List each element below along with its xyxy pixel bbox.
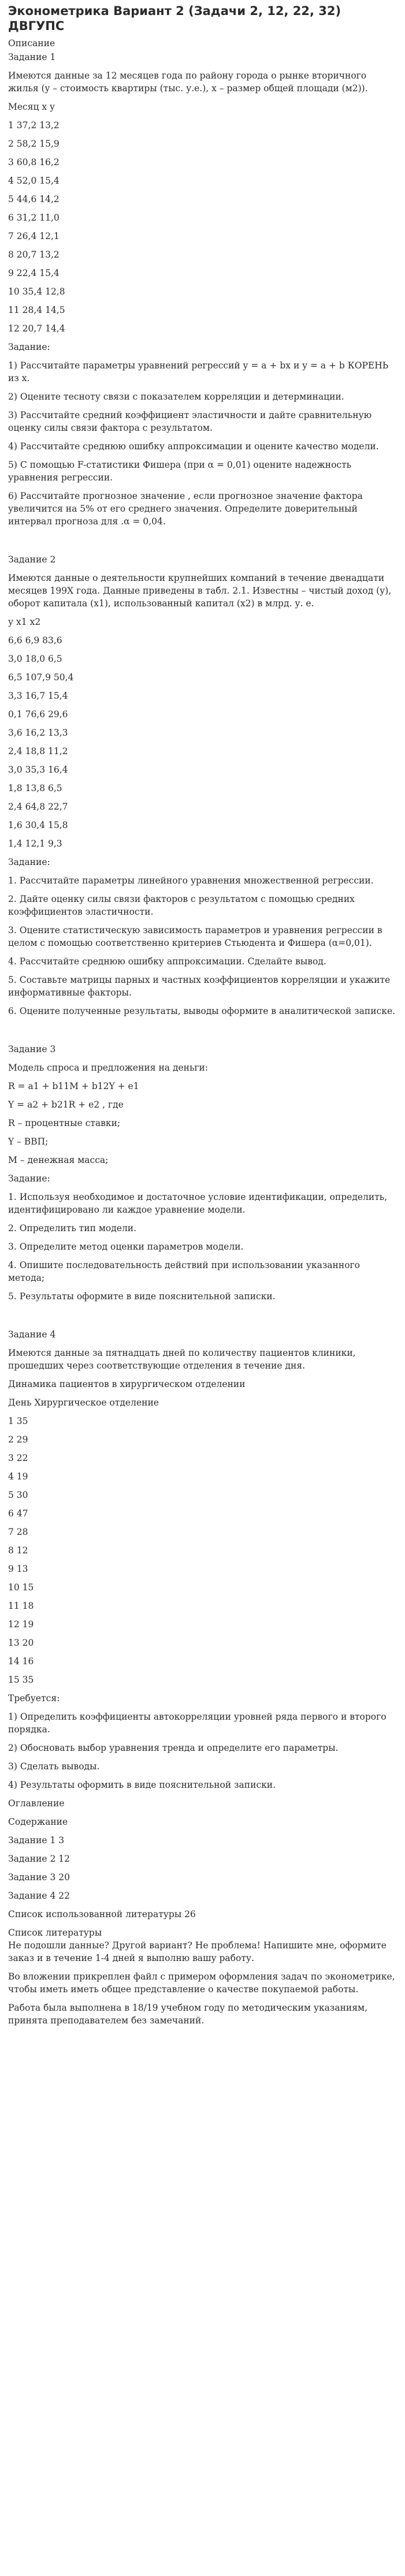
task-1-item-3: 3) Рассчитайте средний коэффициент эластичности и дайте сравнительную оценку силы связи фактора с результатом. bbox=[8, 410, 372, 433]
task-4-subtitle: Динамика пациентов в хирургическом отделении bbox=[8, 1379, 246, 1389]
task-1-row-3: 3 60,8 16,2 bbox=[8, 157, 60, 167]
task-2-items bbox=[8, 874, 397, 1017]
task-4-row-1: 1 35 bbox=[8, 1416, 28, 1426]
task-2-item-3: 3. Оцените статистическую зависимость параметров и уравнения регрессии в целом с помощью соответственно критериев Стьюдента и Фишера (α=0,01). bbox=[8, 925, 382, 948]
task-1-item-4: 4) Рассчитайте среднюю ошибку аппроксимации и оцените качество модели. bbox=[8, 441, 379, 452]
task-3-item-5: 5. Результаты оформите в виде пояснительной записки. bbox=[8, 1291, 276, 1302]
task-3-question-label: Задание: bbox=[8, 1173, 50, 1184]
task-3-items bbox=[8, 1191, 397, 1303]
task-1-item-5: 5) С помощью F-статистики Фишера (при α = 0,01) оцените надежность уравнения регрессии. bbox=[8, 460, 352, 483]
task-4-row-2: 2 29 bbox=[8, 1434, 28, 1445]
task-1-item-2: 2) Оцените тесноту связи с показателем корреляции и детерминации. bbox=[8, 392, 344, 402]
task-2-item-6: 6. Оцените полученные результаты, выводы оформите в аналитической записке. bbox=[8, 1006, 396, 1016]
task-1-section bbox=[8, 51, 397, 528]
task-1-row-8: 8 20,7 13,2 bbox=[8, 249, 60, 260]
task-1-row-10: 10 35,4 12,8 bbox=[8, 286, 65, 297]
task-2-table-header: у x1 x2 bbox=[8, 617, 41, 627]
task-1-items bbox=[8, 359, 397, 528]
toc-entrie-4: Задание 4 22 bbox=[8, 1891, 70, 1901]
task-2-row-8: 3,0 35,3 16,4 bbox=[8, 765, 68, 775]
task-3-item-1: 1. Используя необходимое и достаточное условие идентификации, определить, идентифицировано ли каждое уравнение модели. bbox=[8, 1192, 388, 1215]
task-3-heading: Задание 3 bbox=[8, 1044, 56, 1054]
task-4-row-11: 11 18 bbox=[8, 1601, 34, 1611]
task-1-item-6: 6) Рассчитайте прогнозное значение , если прогнозное значение фактора увеличится на 5% от его среднего значения. Определите доверительный интервал прогноза для .α = 0,04. bbox=[8, 491, 363, 527]
task-3-item-2: 2. Определить тип модели. bbox=[8, 1223, 137, 1233]
toc-entrie-5: Список использованной литературы 26 bbox=[8, 1909, 196, 1919]
task-4-row-3: 3 22 bbox=[8, 1453, 28, 1463]
task-3-formula-5: M – денежная масса; bbox=[8, 1155, 109, 1165]
task-3-item-4: 4. Опишите последовательность действий при использовании указанного метода; bbox=[8, 1260, 360, 1283]
task-1-row-4: 4 52,0 15,4 bbox=[8, 176, 60, 186]
task-4-row-4: 4 19 bbox=[8, 1471, 28, 1482]
task-2-row-2: 3,0 18,0 6,5 bbox=[8, 654, 62, 664]
task-2-item-2: 2. Дайте оценку силы связи факторов с результатом с помощью средних коэффициентов эластичности. bbox=[8, 894, 355, 917]
task-4-row-5: 5 30 bbox=[8, 1490, 28, 1500]
task-4-items bbox=[8, 1710, 397, 1791]
task-2-row-10: 2,4 64,8 22,7 bbox=[8, 801, 68, 812]
task-2-question-label: Задание: bbox=[8, 857, 50, 867]
task-4-item-3: 3) Сделать выводы. bbox=[8, 1761, 100, 1772]
task-2-row-12: 1,4 12,1 9,3 bbox=[8, 838, 62, 849]
page-title: Эконометрика Вариант 2 (Задачи 2, 12, 22, 32) ДВГУПС bbox=[8, 4, 341, 33]
task-4-row-8: 8 12 bbox=[8, 1545, 28, 1556]
task-2-row-3: 6,5 107,9 50,4 bbox=[8, 672, 74, 683]
footer-section bbox=[8, 1926, 397, 2027]
task-3-formula-3: R – процентные ставки; bbox=[8, 1118, 121, 1128]
task-4-intro: Имеются данные за пятнадцать дней по количеству пациентов клиники, прошедших через соответствующие отделения в течение дня. bbox=[8, 1348, 356, 1371]
task-2-row-1: 6,6 6,9 83,6 bbox=[8, 635, 62, 646]
task-2-row-7: 2,4 18,8 11,2 bbox=[8, 746, 68, 756]
task-2-section bbox=[8, 553, 397, 1017]
task-4-question-label: Требуется: bbox=[8, 1693, 60, 1703]
toc-entries bbox=[8, 1834, 397, 1921]
task-4-row-7: 7 28 bbox=[8, 1527, 28, 1537]
task-1-row-7: 7 26,4 12,1 bbox=[8, 231, 60, 241]
task-4-item-4: 4) Результаты оформить в виде пояснительной записки. bbox=[8, 1780, 276, 1790]
task-1-item-1: 1) Рассчитайте параметры уравнений регрессий y = a + bx и y = a + b КОРЕНЬ из x. bbox=[8, 360, 389, 383]
toc-section bbox=[8, 1797, 397, 1921]
toc-entrie-3: Задание 3 20 bbox=[8, 1872, 70, 1882]
task-2-item-5: 5. Составьте матрицы парных и частных коэффициентов корреляции и укажите информативные факторы. bbox=[8, 975, 391, 998]
task-3-formula-4: Y – ВВП; bbox=[8, 1136, 49, 1147]
task-1-rows bbox=[8, 119, 397, 335]
task-1-question-label: Задание: bbox=[8, 342, 50, 352]
description-label: Описание bbox=[8, 38, 55, 49]
task-2-row-4: 3,3 16,7 15,4 bbox=[8, 691, 68, 701]
completion-note: Работа была выполнена в 18/19 учебном году по методическим указаниям, принята преподавателем без замечаний. bbox=[8, 2003, 368, 2026]
document-page bbox=[0, 3, 405, 2037]
attachment-note: Во вложении прикреплен файл с примером оформления задач по эконометрике, чтобы иметь иметь общее представление о качестве покупаемой работы. bbox=[8, 1971, 395, 1995]
literature-label: Список литературы bbox=[8, 1928, 102, 1938]
toc-label: Оглавление bbox=[8, 1798, 65, 1809]
task-2-row-6: 3,6 16,2 13,3 bbox=[8, 728, 68, 738]
task-1-row-9: 9 22,4 15,4 bbox=[8, 268, 60, 278]
task-2-intro: Имеются данные о деятельности крупнейших компаний в течение двенадцати месяцев 199Х года. Данные приведены в табл. 2.1. Известны – чистый доход (у), оборот капитала (x1), использованный капитал (x2) в млрд. у. е. bbox=[8, 573, 392, 609]
task-3-formula-2: Y = a2 + b21R + e2 , где bbox=[8, 1099, 124, 1110]
task-4-row-14: 14 16 bbox=[8, 1656, 34, 1667]
task-3-section bbox=[8, 1043, 397, 1303]
task-2-row-5: 0,1 76,6 29,6 bbox=[8, 709, 68, 720]
task-4-item-1: 1) Определить коэффициенты автокорреляции уровней ряда первого и второго порядка. bbox=[8, 1712, 387, 1735]
task-1-row-2: 2 58,2 15,9 bbox=[8, 139, 60, 149]
task-1-heading: Задание 1 bbox=[8, 52, 56, 62]
task-4-row-10: 10 15 bbox=[8, 1582, 34, 1593]
task-2-row-9: 1,8 13,8 6,5 bbox=[8, 783, 62, 793]
task-3-item-3: 3. Определите метод оценки параметров модели. bbox=[8, 1242, 244, 1252]
task-1-row-1: 1 37,2 13,2 bbox=[8, 120, 60, 131]
order-notice: Не подошли данные? Другой вариант? Не проблема! Напишите мне, оформите заказ и в течение 1-4 дней я выполню вашу работу. bbox=[8, 1940, 387, 1963]
task-2-rows bbox=[8, 634, 397, 850]
task-4-table-header: День Хирургическое отделение bbox=[8, 1397, 159, 1408]
task-4-row-12: 12 19 bbox=[8, 1619, 34, 1630]
toc-entrie-2: Задание 2 12 bbox=[8, 1854, 70, 1864]
task-2-item-4: 4. Рассчитайте среднюю ошибку аппроксимации. Сделайте вывод. bbox=[8, 956, 326, 967]
task-4-heading: Задание 4 bbox=[8, 1329, 56, 1340]
task-4-item-2: 2) Обосновать выбор уравнения тренда и определите его параметры. bbox=[8, 1743, 339, 1753]
toc-entrie-1: Задание 1 3 bbox=[8, 1835, 65, 1846]
task-1-table-header: Месяц x y bbox=[8, 102, 55, 112]
task-1-row-5: 5 44,6 14,2 bbox=[8, 194, 60, 204]
toc-content-label: Содержание bbox=[8, 1817, 68, 1827]
task-4-row-15: 15 35 bbox=[8, 1675, 34, 1685]
task-1-row-6: 6 31,2 11,0 bbox=[8, 213, 60, 223]
task-2-heading: Задание 2 bbox=[8, 554, 56, 565]
task-1-intro: Имеются данные за 12 месяцев года по району города о рынке вторичного жилья (y – стоимость квартиры (тыс. у.е.), x – размер общей площади (м2)). bbox=[8, 70, 368, 94]
task-4-row-9: 9 13 bbox=[8, 1564, 28, 1574]
task-4-row-6: 6 47 bbox=[8, 1508, 28, 1519]
task-3-formulas bbox=[8, 1080, 397, 1166]
task-4-rows bbox=[8, 1415, 397, 1686]
task-4-section bbox=[8, 1328, 397, 1791]
task-2-item-1: 1. Рассчитайте параметры линейного уравнения множественной регрессии. bbox=[8, 875, 374, 886]
task-2-row-11: 1,6 30,4 15,8 bbox=[8, 820, 68, 830]
task-3-formula-1: R = a1 + b11M + b12Y + e1 bbox=[8, 1081, 139, 1091]
task-3-intro: Модель спроса и предложения на деньги: bbox=[8, 1063, 209, 1073]
task-4-row-13: 13 20 bbox=[8, 1638, 34, 1648]
task-1-row-11: 11 28,4 14,5 bbox=[8, 305, 65, 315]
task-1-row-12: 12 20,7 14,4 bbox=[8, 323, 65, 334]
